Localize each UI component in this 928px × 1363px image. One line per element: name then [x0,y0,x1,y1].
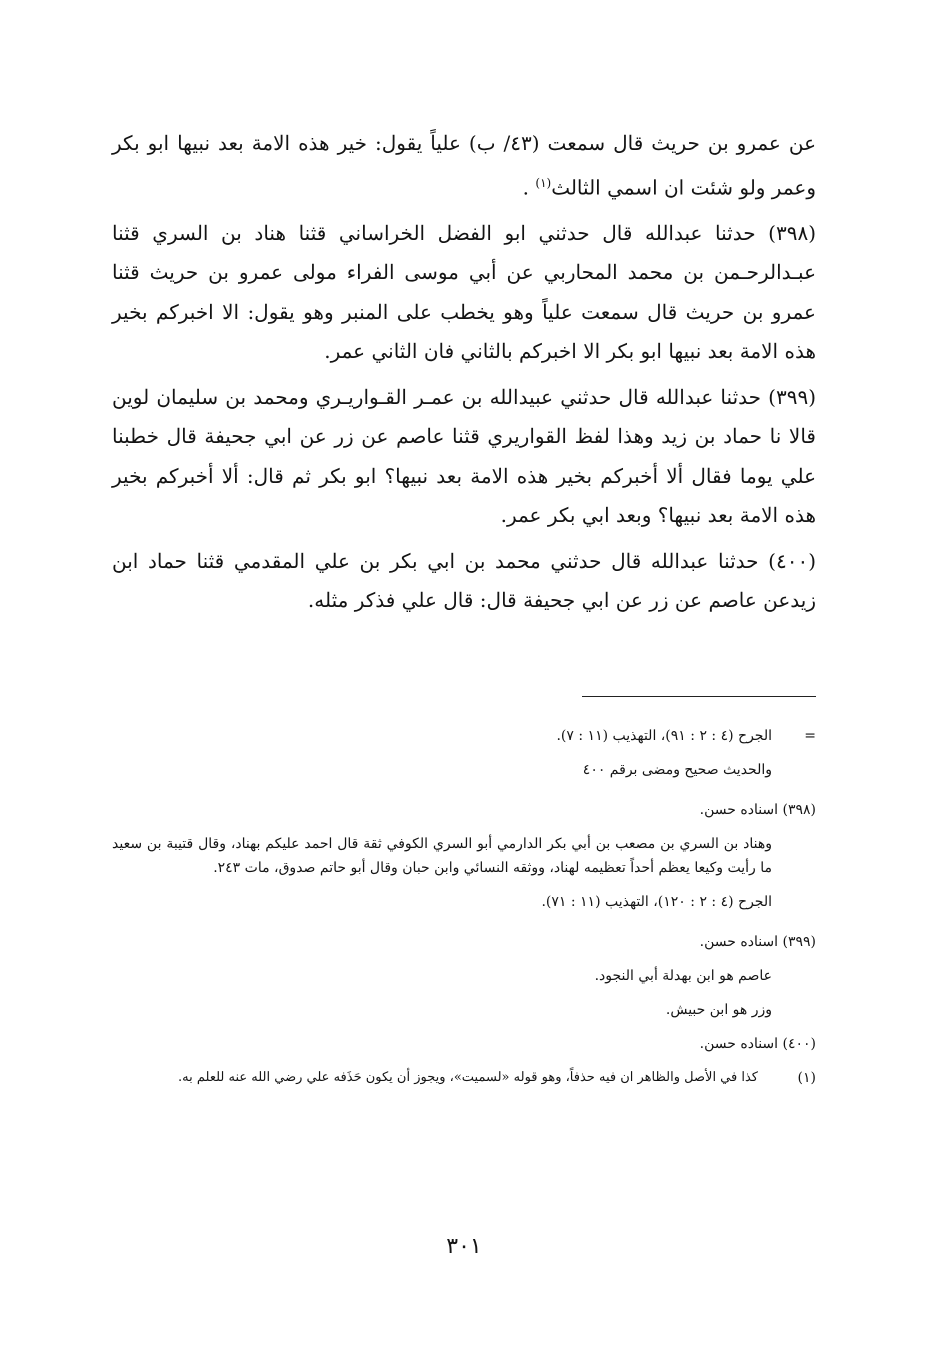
footnote-1-text: كذا في الأصل والظاهر ان فيه حذفاً، وهو قوله «لسميت»، ويجوز أن يكون حَذَفه علي رضي الله عنه للعلم به. [178,1070,758,1085]
note-398-ref-row [112,890,816,914]
note-398-body: وهناد بن السري بن مصعب بن أبي بكر الدارمي أبو السري الكوفي ثقة قال احمد عليكم بهناد، وقال قتيبة بن سعيد ما رأيت وكيعا يعظم أحداً تعظيمه لهناد، ووثقه النسائي وابن حبان وقال أبو حاتم صدوق، مات ٢٤٣. [112,836,772,876]
note-399-line2-row [112,998,816,1022]
paragraph-intro-text: عن عمرو بن حريث قال سمعت (٤٣/ ب) علياً يقول: خير هذه الامة بعد نبيها ابو بكر وعمر ولو شئت ان اسمي الثالث [112,131,816,200]
note-continuation [112,724,816,748]
note-399-head [112,930,816,954]
note-399-heading: (٣٩٩) اسناده حسن. [699,934,816,950]
page-number: ٣٠١ [446,1234,482,1259]
note-399-line-1: عاصم هو ابن بهدلة أبي النجود. [594,968,772,984]
note-399-line1-row [112,964,816,988]
note-399-line-2: وزر هو ابن حبيش. [665,1002,772,1018]
note-398-body-row [112,832,816,880]
hadith-398: (٣٩٨) حدثنا عبدالله قال حدثني ابو الفضل الخراساني قثنا هناد بن السري قثنا عبـدالرحـمن بن محمد المحاربي عن أبي موسى الفراء مولى عمرو بن حريث قثنا عمرو بن حريث قال سمعت علياً وهو يخطب على المنبر وهو يقول: الا اخبركم بخير هذه الامة بعد نبيها ابو بكر الا اخبركم بالثاني فان الثاني عمر. [112,220,816,364]
note-398-heading: (٣٩٨) اسناده حسن. [699,802,816,818]
note-continuation-2 [112,758,816,782]
main-text [112,124,816,627]
paragraph-intro-end: . [522,175,530,200]
continuation-mark: = [804,728,816,744]
note-400-head [112,1032,816,1056]
continuation-line-2: والحديث صحيح ومضى برقم ٤٠٠ [582,762,772,778]
footnote-divider [582,696,816,697]
footnote-1 [112,1066,816,1090]
hadith-399: (٣٩٩) حدثنا عبدالله قال حدثني عبيدالله بن عمـر القـواريـري ومحمد بن سليمان لوين قالا نا حماد بن زيد وهذا لفظ القواريري قثنا عاصم عن زر عن ابي جحيفة قال خطبنا علي يوما فقال ألا أخبركم بخير هذه الامة بعد نبيها؟ ابو بكر ثم قال: ألا أخبركم بخير هذه الامة بعد نبيها؟ وبعد ابي بكر عمر. [112,384,816,528]
notes-section [112,724,816,1094]
footnote-1-mark: (١) [797,1070,816,1086]
note-398-ref: الجرح (٤ : ٢ : ١٢٠)، التهذيب (١١ : ٧١). [541,894,772,910]
continuation-line-1: الجرح (٤ : ٢ : ٩١)، التهذيب (١١ : ٧). [556,728,772,744]
footnote-ref-1: (١) [535,175,552,190]
note-398-head [112,798,816,822]
hadith-400: (٤٠٠) حدثنا عبدالله قال حدثني محمد بن ابي بكر بن علي المقدمي قثنا حماد ابن زيدعن عاصم عن زر عن ابي جحيفة قال: قال علي فذكر مثله. [112,548,816,613]
paragraph-intro [112,124,816,208]
note-400-heading: (٤٠٠) اسناده حسن. [699,1036,816,1052]
